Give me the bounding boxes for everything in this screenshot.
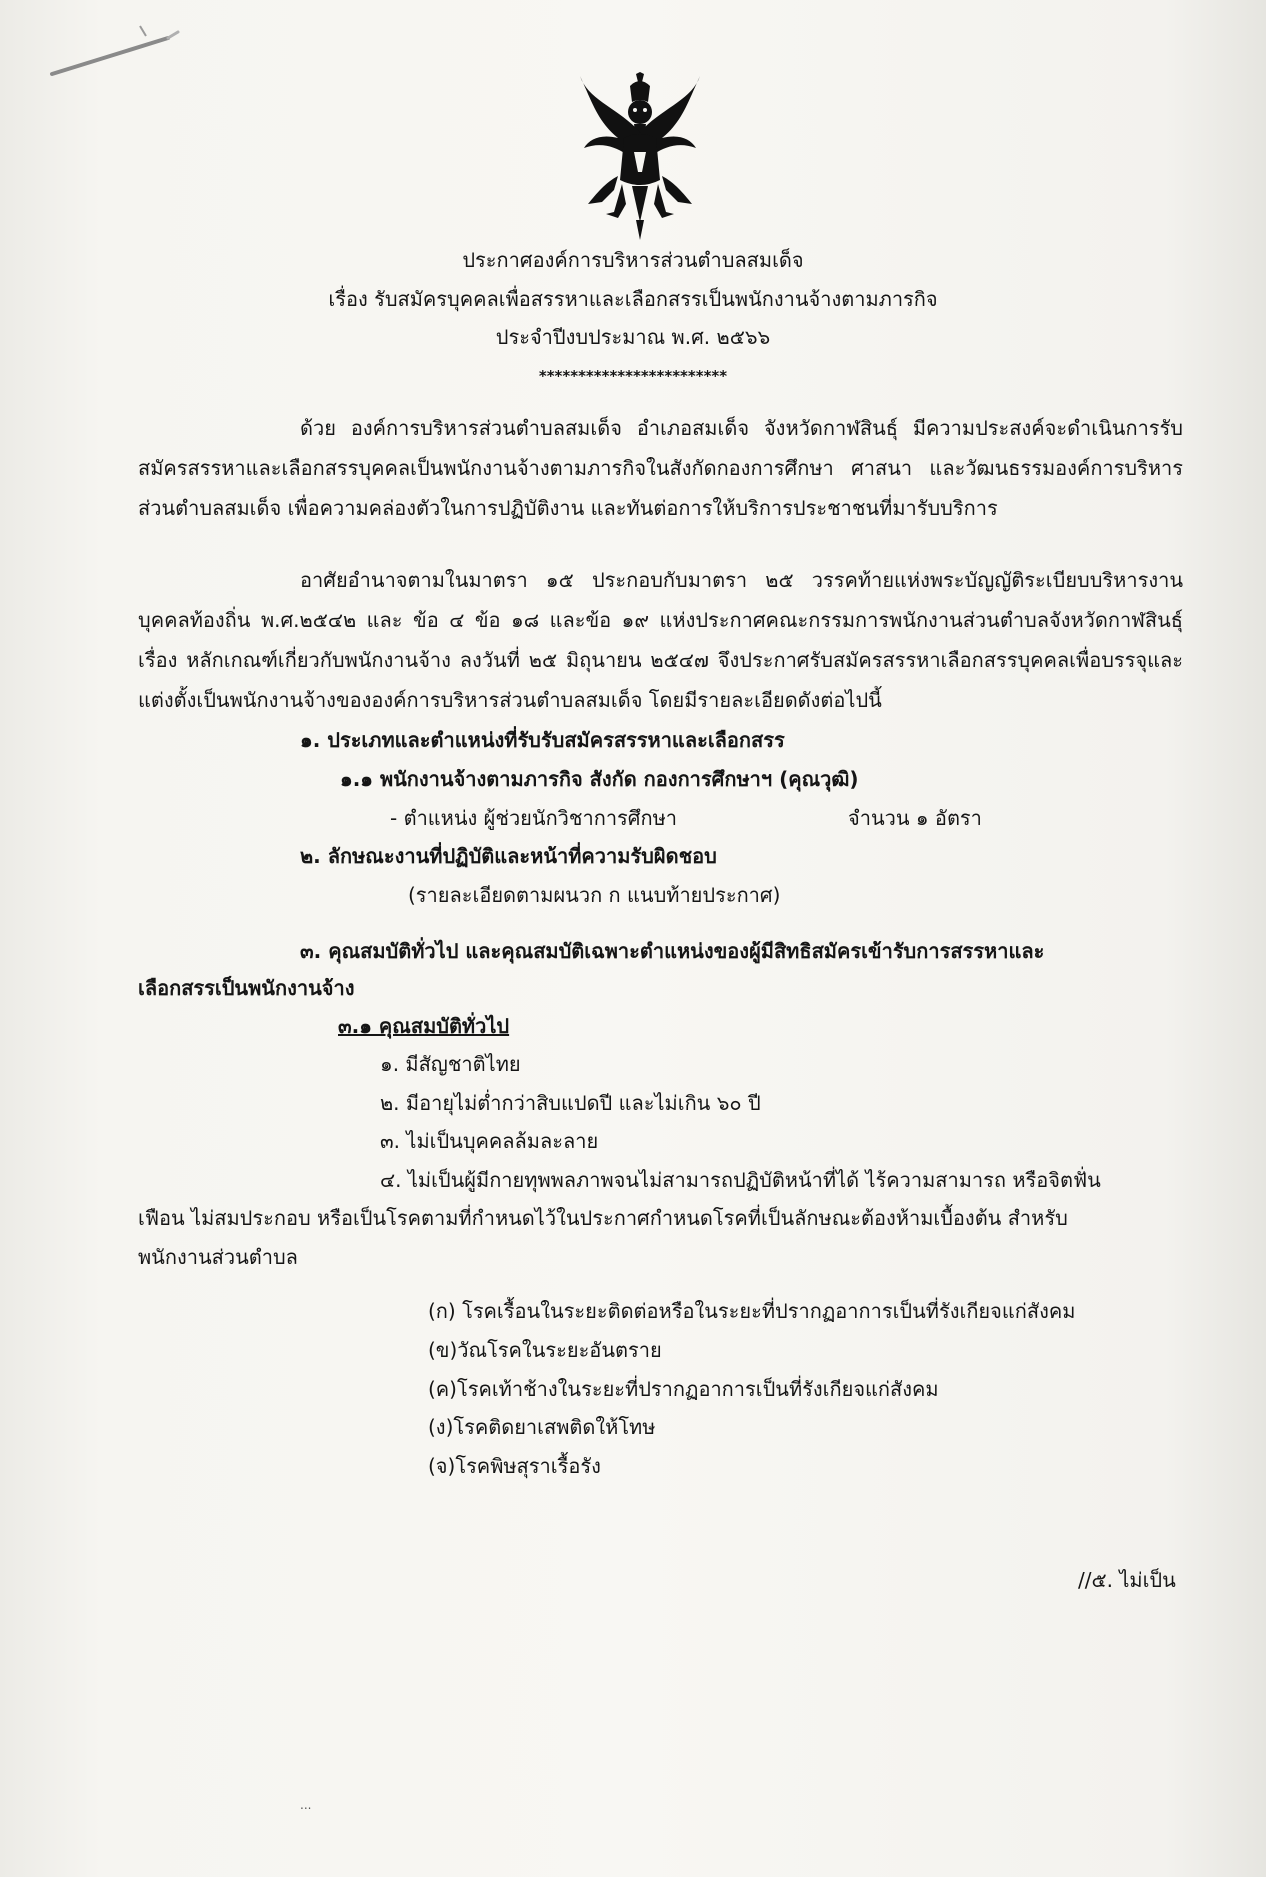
announcement-fiscal-year: ประจำปีงบประมาณ พ.ศ. ๒๕๖๖ xyxy=(495,325,771,349)
position-title: - ตำแหน่ง ผู้ช่วยนักวิชาการศึกษา xyxy=(390,806,678,830)
section-3-heading-line2: เลือกสรรเป็นพนักงานจ้าง xyxy=(138,976,355,1000)
qualification-2: ๒. มีอายุไม่ต่ำกว่าสิบแปดปี และไม่เกิน ๖๐ ปี xyxy=(380,1091,761,1115)
section-2-heading: ๒. ลักษณะงานที่ปฏิบัติและหน้าที่ความรับผิดชอบ xyxy=(300,844,717,868)
authority-paragraph: อาศัยอำนาจตามในมาตรา ๑๕ ประกอบกับมาตรา ๒๕ วรรคท้ายแห่งพระบัญญัติระเบียบบริหารงานบุคคลท้องถิ่น พ.ศ.๒๕๔๒ และ ข้อ ๔ ข้อ ๑๘ และข้อ ๑๙ แห่งประกาศคณะกรรมการพนักงานส่วนตำบลจังหวัดกาฬสินธุ์ เรื่อง หลักเกณฑ์เกี่ยวกับพนักงานจ้าง ลงวันที่ ๒๕ มิถุนายน ๒๕๔๗ จึงประกาศรับสมัครสรรหาเลือกสรรบุคคลเพื่อบรรจุและแต่งตั้งเป็นพนักงานจ้างขององค์การบริหารส่วนตำบลสมเด็จ โดยมีรายละเอียดดังต่อไปนี้ xyxy=(138,568,1183,712)
qualification-3: ๓. ไม่เป็นบุคคลล้มละลาย xyxy=(380,1129,599,1153)
footer-mark: ... xyxy=(300,1798,312,1812)
disease-item: (ข)วัณโรคในระยะอันตราย xyxy=(428,1338,662,1362)
section-3-heading-line1: ๓. คุณสมบัติทั่วไป และคุณสมบัติเฉพาะตำแหน่งของผู้มีสิทธิสมัครเข้ารับการสรรหาและ xyxy=(300,939,1045,963)
separator-stars: ************************ xyxy=(538,367,728,385)
garuda-emblem-icon xyxy=(578,72,702,242)
qualification-4-line2: เฟือน ไม่สมประกอบ หรือเป็นโรคตามที่กำหนดไว้ในประกาศกำหนดโรคที่เป็นลักษณะต้องห้ามเบื้องต้น สำหรับ xyxy=(138,1206,1068,1230)
announcement-subject: เรื่อง รับสมัครบุคคลเพื่อสรรหาและเลือกสรรเป็นพนักงานจ้างตามภารกิจ xyxy=(328,287,938,311)
qualification-1: ๑. มีสัญชาติไทย xyxy=(380,1052,521,1076)
disease-item: (ง)โรคติดยาเสพติดให้โทษ xyxy=(428,1415,656,1439)
section-3-1-heading: ๓.๑ คุณสมบัติทั่วไป xyxy=(338,1014,510,1038)
position-count: จำนวน ๑ อัตรา xyxy=(848,806,982,830)
section-2-note: (รายละเอียดตามผนวก ก แนบท้ายประกาศ) xyxy=(408,883,781,907)
disease-item: (ก) โรคเรื้อนในระยะติดต่อหรือในระยะที่ปรากฏอาการเป็นที่รังเกียจแก่สังคม xyxy=(428,1299,1076,1323)
disease-item: (จ)โรคพิษสุราเรื้อรัง xyxy=(428,1454,601,1478)
continuation-note: //๕. ไม่เป็น xyxy=(1078,1568,1176,1592)
announcement-title: ประกาศองค์การบริหารส่วนตำบลสมเด็จ xyxy=(462,248,804,272)
disease-item: (ค)โรคเท้าช้างในระยะที่ปรากฏอาการเป็นที่รังเกียจแก่สังคม xyxy=(428,1377,939,1401)
staple-mark xyxy=(40,22,190,82)
section-1-1-heading: ๑.๑ พนักงานจ้างตามภารกิจ สังกัด กองการศึกษาฯ (คุณวุฒิ) xyxy=(340,767,859,791)
section-1-heading: ๑. ประเภทและตำแหน่งที่รับรับสมัครสรรหาและเลือกสรร xyxy=(300,728,785,752)
qualification-4-line3: พนักงานส่วนตำบล xyxy=(138,1245,298,1269)
intro-paragraph: ด้วย องค์การบริหารส่วนตำบลสมเด็จ อำเภอสมเด็จ จังหวัดกาฬสินธุ์ มีความประสงค์จะดำเนินการรับสมัครสรรหาและเลือกสรรบุคคลเป็นพนักงานจ้างตามภารกิจในสังกัดกองการศึกษา ศาสนา และวัฒนธรรมองค์การบริหารส่วนตำบลสมเด็จ เพื่อความคล่องตัวในการปฏิบัติงาน และทันต่อการให้บริการประชาชนที่มารับบริการ xyxy=(138,416,1183,520)
qualification-4-line1: ๔. ไม่เป็นผู้มีกายทุพพลภาพจนไม่สามารถปฏิบัติหน้าที่ได้ ไร้ความสามารถ หรือจิตฟั่น xyxy=(380,1168,1101,1192)
